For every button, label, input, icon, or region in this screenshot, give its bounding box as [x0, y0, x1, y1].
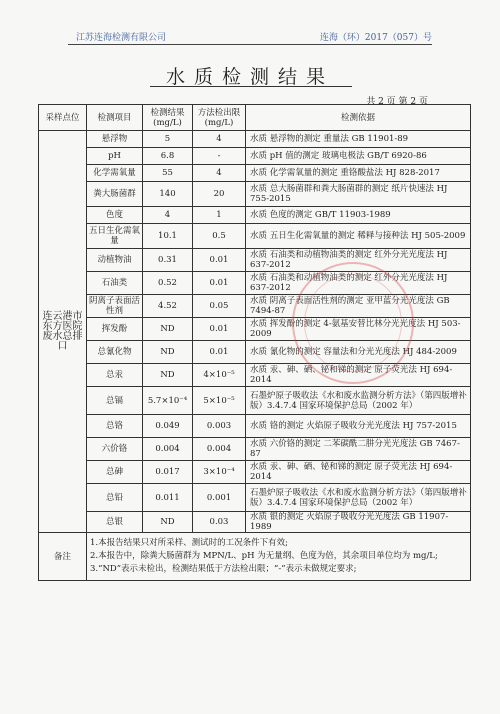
- basis-cell: 水质 色度的测定 GB/T 11903-1989: [246, 207, 471, 224]
- item-cell: 动植物油: [87, 249, 143, 272]
- item-cell: 总镉: [87, 387, 143, 415]
- result-cell: ND: [143, 341, 193, 364]
- report-number: 连海（环）2017（057）号: [319, 33, 432, 43]
- table-row: [39, 512, 471, 533]
- header-divider: [68, 44, 432, 45]
- result-cell: ND: [143, 512, 193, 533]
- basis-cell: 水质 阴离子表面活性剂的测定 亚甲蓝分光光度法 GB 7494-87: [246, 295, 471, 318]
- item-cell: 总汞: [87, 364, 143, 387]
- basis-cell: 水质 汞、砷、硒、铋和锑的测定 原子荧光法 HJ 694-2014: [246, 461, 471, 484]
- note-line: 2.本报告中，除粪大肠菌群为 MPN/L、pH 为无量纲、色度为倍，其余项目单位均为 mg/L;: [90, 551, 438, 561]
- basis-cell: 水质 银的测定 火焰原子吸收分光光度法 GB 11907-1989: [246, 512, 471, 533]
- limit-cell: 5×10⁻⁵: [193, 387, 246, 415]
- limit-cell: 4×10⁻⁵: [193, 364, 246, 387]
- item-cell: 总铬: [87, 415, 143, 438]
- limit-cell: 0.01: [193, 318, 246, 341]
- table-row: [39, 165, 471, 182]
- result-cell: 0.31: [143, 249, 193, 272]
- limit-cell: 0.5: [193, 224, 246, 249]
- limit-cell: 0.05: [193, 295, 246, 318]
- result-cell: 4.52: [143, 295, 193, 318]
- item-cell: 化学需氧量: [87, 165, 143, 182]
- results-table: [38, 104, 471, 581]
- basis-cell: 水质 化学需氧量的测定 重铬酸盐法 HJ 828-2017: [246, 165, 471, 182]
- basis-cell: 水质 总大肠菌群和粪大肠菌群的测定 纸片快速法 HJ 755-2015: [246, 182, 471, 207]
- limit-cell: 0.003: [193, 415, 246, 438]
- result-cell: 10.1: [143, 224, 193, 249]
- limit-cell: 0.01: [193, 341, 246, 364]
- item-cell: 阴离子表面活性剂: [87, 295, 143, 318]
- limit-cell: 0.01: [193, 272, 246, 295]
- notes-row: [39, 533, 471, 581]
- limit-cell: 0.004: [193, 438, 246, 461]
- basis-cell: 水质 挥发酚的测定 4-氨基安替比林分光光度法 HJ 503-2009: [246, 318, 471, 341]
- basis-cell: 水质 pH 值的测定 玻璃电极法 GB/T 6920-86: [246, 148, 471, 165]
- result-cell: 0.004: [143, 438, 193, 461]
- item-cell: 五日生化需氧量: [87, 224, 143, 249]
- result-cell: 55: [143, 165, 193, 182]
- basis-cell: 石墨炉原子吸收法《水和废水监测分析方法》（第四版增补版）3.4.7.4 国家环境保护总局（2002 年）: [246, 484, 471, 512]
- notes-label: 备注: [39, 533, 87, 581]
- result-cell: 140: [143, 182, 193, 207]
- table-row: [39, 484, 471, 512]
- result-cell: 0.017: [143, 461, 193, 484]
- item-cell: 挥发酚: [87, 318, 143, 341]
- result-cell: ND: [143, 318, 193, 341]
- table-row: [39, 364, 471, 387]
- company-name: 江苏连海检测有限公司: [76, 33, 167, 43]
- basis-cell: 水质 悬浮物的测定 重量法 GB 11901-89: [246, 131, 471, 148]
- result-cell: 0.011: [143, 484, 193, 512]
- col-header-location: 采样点位: [39, 105, 87, 131]
- col-header-basis: 检测依据: [246, 105, 471, 131]
- basis-cell: 水质 铬的测定 火焰原子吸收分光光度法 HJ 757-2015: [246, 415, 471, 438]
- col-header-result: [143, 105, 193, 131]
- table-row: [39, 415, 471, 438]
- col-header-result-text: 检测结果 (mg/L): [150, 107, 185, 128]
- limit-cell: -: [193, 148, 246, 165]
- table-row: [39, 272, 471, 295]
- limit-cell: 20: [193, 182, 246, 207]
- table-row: [39, 207, 471, 224]
- table-row: [39, 318, 471, 341]
- item-cell: 色度: [87, 207, 143, 224]
- note-line: 1.本报告结果只对所采样、测试时的工况条件下有效;: [90, 538, 288, 548]
- item-cell: 总铅: [87, 484, 143, 512]
- results-body: [39, 131, 471, 533]
- col-header-item: 检测项目: [87, 105, 143, 131]
- item-cell: pH: [87, 148, 143, 165]
- limit-cell: 0.001: [193, 484, 246, 512]
- col-header-limit: [193, 105, 246, 131]
- table-row: [39, 438, 471, 461]
- result-cell: 0.049: [143, 415, 193, 438]
- sampling-location: 连云港市东方医院废水总排口: [39, 131, 87, 533]
- item-cell: 总银: [87, 512, 143, 533]
- table-row: [39, 148, 471, 165]
- table-row: [39, 224, 471, 249]
- basis-cell: 石墨炉原子吸收法《水和废水监测分析方法》（第四版增补版）3.4.7.4 国家环境保护总局（2002 年）: [246, 387, 471, 415]
- table-row: [39, 131, 471, 148]
- result-cell: 0.52: [143, 272, 193, 295]
- item-cell: 六价铬: [87, 438, 143, 461]
- table-row: [39, 461, 471, 484]
- table-row: [39, 387, 471, 415]
- item-cell: 悬浮物: [87, 131, 143, 148]
- col-header-limit-text: 方法检出限 (mg/L): [197, 107, 241, 128]
- basis-cell: 水质 石油类和动植物油类的测定 红外分光光度法 HJ 637-2012: [246, 272, 471, 295]
- table-header-row: [39, 105, 471, 131]
- table-row: [39, 182, 471, 207]
- limit-cell: 0.03: [193, 512, 246, 533]
- table-row: [39, 341, 471, 364]
- limit-cell: 4: [193, 165, 246, 182]
- basis-cell: 水质 五日生化需氧量的测定 稀释与接种法 HJ 505-2009: [246, 224, 471, 249]
- page-info: 共 2 页 第 2 页: [366, 97, 428, 107]
- basis-cell: 水质 石油类和动植物油类的测定 红外分光光度法 HJ 637-2012: [246, 249, 471, 272]
- page-title: 水质检测结果: [165, 66, 334, 88]
- result-cell: 5.7×10⁻⁴: [143, 387, 193, 415]
- item-cell: 粪大肠菌群: [87, 182, 143, 207]
- result-cell: ND: [143, 364, 193, 387]
- item-cell: 石油类: [87, 272, 143, 295]
- notes-content: [87, 533, 471, 581]
- table-row: [39, 249, 471, 272]
- result-cell: 4: [143, 207, 193, 224]
- item-cell: 总砷: [87, 461, 143, 484]
- note-line: 3.“ND”表示未检出，检测结果低于方法检出限；“-”表示未做规定要求;: [90, 564, 357, 574]
- limit-cell: 1: [193, 207, 246, 224]
- item-cell: 总氰化物: [87, 341, 143, 364]
- limit-cell: 4: [193, 131, 246, 148]
- result-cell: 5: [143, 131, 193, 148]
- table-row: [39, 295, 471, 318]
- limit-cell: 0.01: [193, 249, 246, 272]
- basis-cell: 水质 氰化物的测定 容量法和分光光度法 HJ 484-2009: [246, 341, 471, 364]
- basis-cell: 水质 六价铬的测定 二苯碳酰二肼分光光度法 GB 7467-87: [246, 438, 471, 461]
- title-underline: [150, 86, 352, 87]
- limit-cell: 3×10⁻⁴: [193, 461, 246, 484]
- result-cell: 6.8: [143, 148, 193, 165]
- basis-cell: 水质 汞、砷、硒、铋和锑的测定 原子荧光法 HJ 694-2014: [246, 364, 471, 387]
